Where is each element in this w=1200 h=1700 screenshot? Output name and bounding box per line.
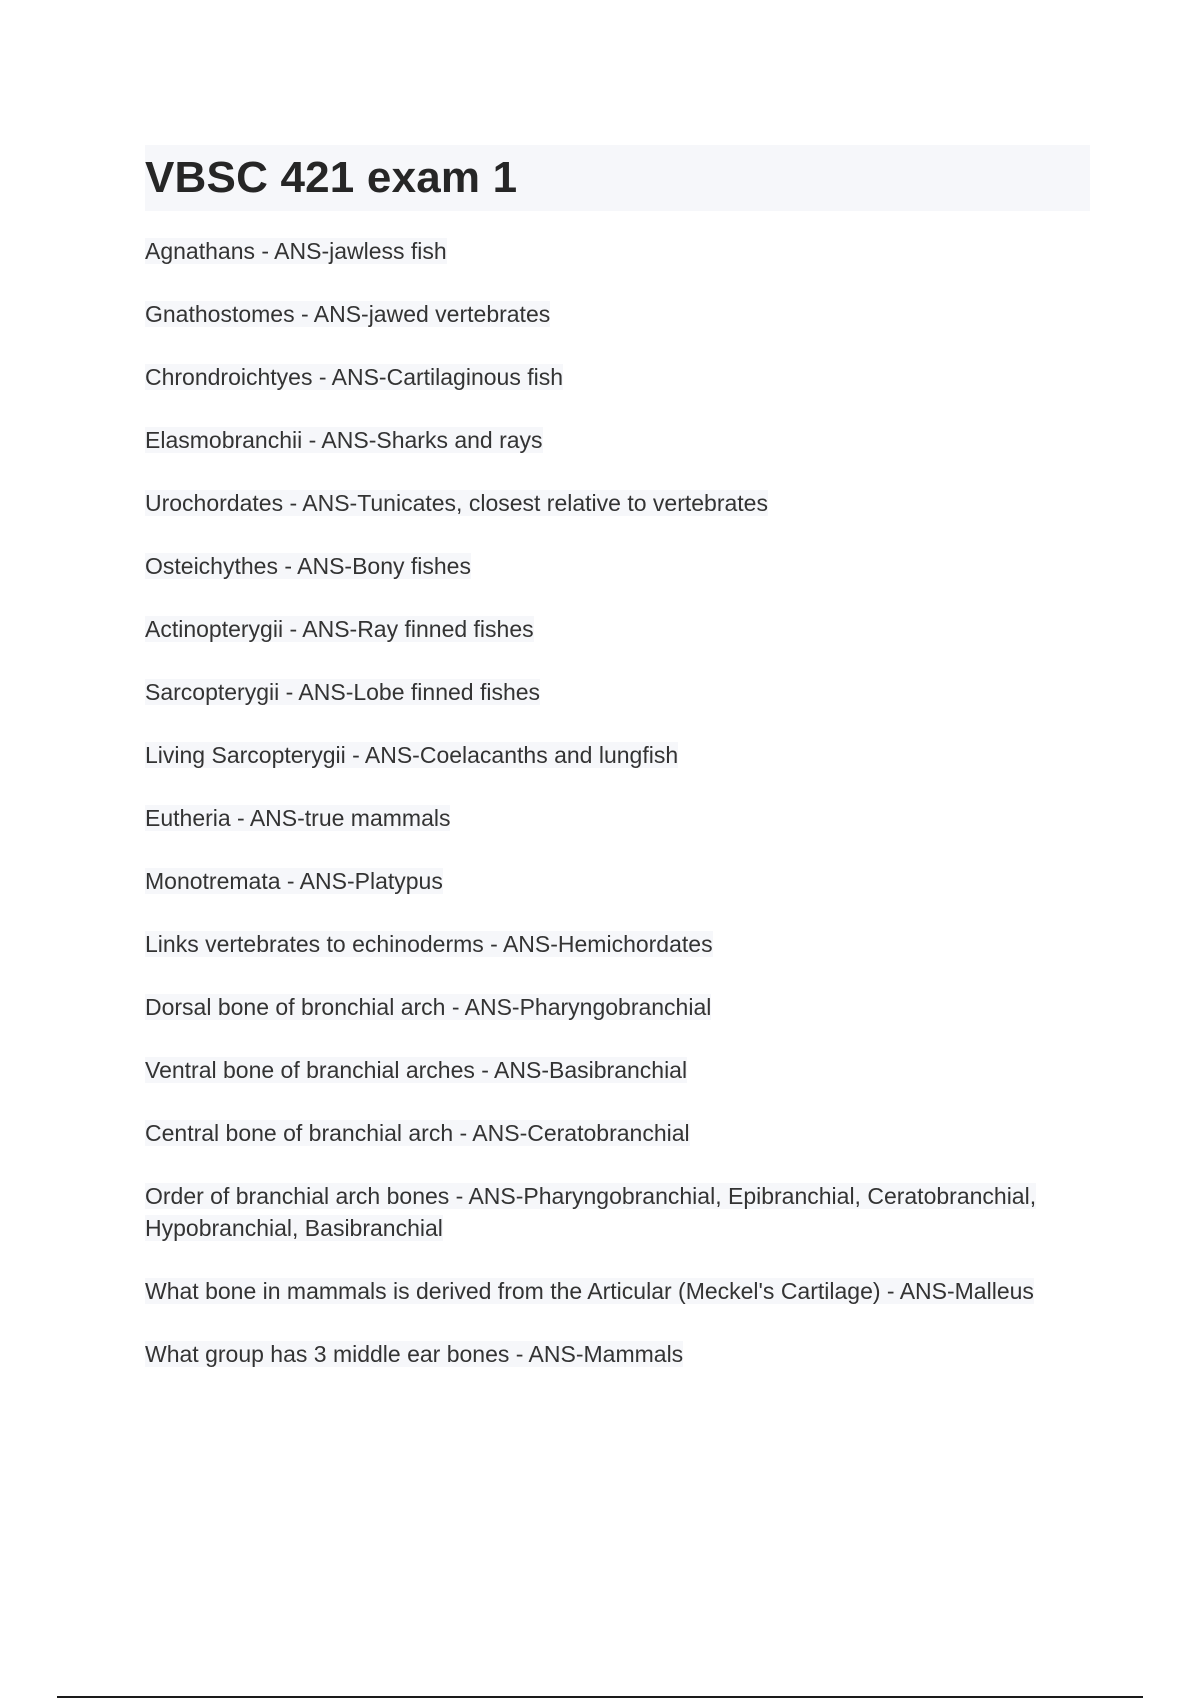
qa-item-text: Ventral bone of branchial arches - ANS-Basibranchial — [145, 1057, 688, 1083]
qa-item-text: Order of branchial arch bones - ANS-Pharyngobranchial, Epibranchial, Ceratobranchial, Hypobranchial, Basibranchial — [145, 1183, 1037, 1241]
qa-list — [145, 235, 1090, 1370]
qa-item — [145, 865, 1090, 897]
qa-item-text: Sarcopterygii - ANS-Lobe finned fishes — [145, 679, 541, 705]
qa-item-text: Agnathans - ANS-jawless fish — [145, 238, 447, 264]
qa-item-text: Eutheria - ANS-true mammals — [145, 805, 451, 831]
document-page — [145, 145, 1090, 1401]
qa-item-text: Dorsal bone of bronchial arch - ANS-Pharyngobranchial — [145, 994, 712, 1020]
qa-item-text: What bone in mammals is derived from the Articular (Meckel's Cartilage) - ANS-Malleus — [145, 1278, 1034, 1304]
qa-item-text: Osteichythes - ANS-Bony fishes — [145, 553, 471, 579]
qa-item — [145, 424, 1090, 456]
qa-item-text: Actinopterygii - ANS-Ray finned fishes — [145, 616, 534, 642]
qa-item — [145, 1180, 1090, 1244]
qa-item — [145, 1117, 1090, 1149]
qa-item-text: Chrondroichtyes - ANS-Cartilaginous fish — [145, 364, 564, 390]
qa-item — [145, 235, 1090, 267]
qa-item — [145, 928, 1090, 960]
qa-item-text: Urochordates - ANS-Tunicates, closest relative to vertebrates — [145, 490, 768, 516]
document-title: VBSC 421 exam 1 — [145, 153, 518, 202]
qa-item — [145, 487, 1090, 519]
qa-item — [145, 298, 1090, 330]
qa-item — [145, 613, 1090, 645]
qa-item-text: Living Sarcopterygii - ANS-Coelacanths and lungfish — [145, 742, 679, 768]
qa-item — [145, 802, 1090, 834]
qa-item-text: Gnathostomes - ANS-jawed vertebrates — [145, 301, 551, 327]
qa-item — [145, 676, 1090, 708]
qa-item-text: Monotremata - ANS-Platypus — [145, 868, 443, 894]
qa-item — [145, 361, 1090, 393]
qa-item-text: Elasmobranchii - ANS-Sharks and rays — [145, 427, 543, 453]
page-bottom-rule — [57, 1696, 1143, 1698]
qa-item-text: Links vertebrates to echinoderms - ANS-Hemichordates — [145, 931, 713, 957]
qa-item-text: Central bone of branchial arch - ANS-Ceratobranchial — [145, 1120, 690, 1146]
qa-item — [145, 1054, 1090, 1086]
qa-item — [145, 1275, 1090, 1307]
qa-item-text: What group has 3 middle ear bones - ANS-Mammals — [145, 1341, 684, 1367]
qa-item — [145, 1338, 1090, 1370]
title-banner — [145, 145, 1090, 211]
qa-item — [145, 739, 1090, 771]
qa-item — [145, 991, 1090, 1023]
qa-item — [145, 550, 1090, 582]
